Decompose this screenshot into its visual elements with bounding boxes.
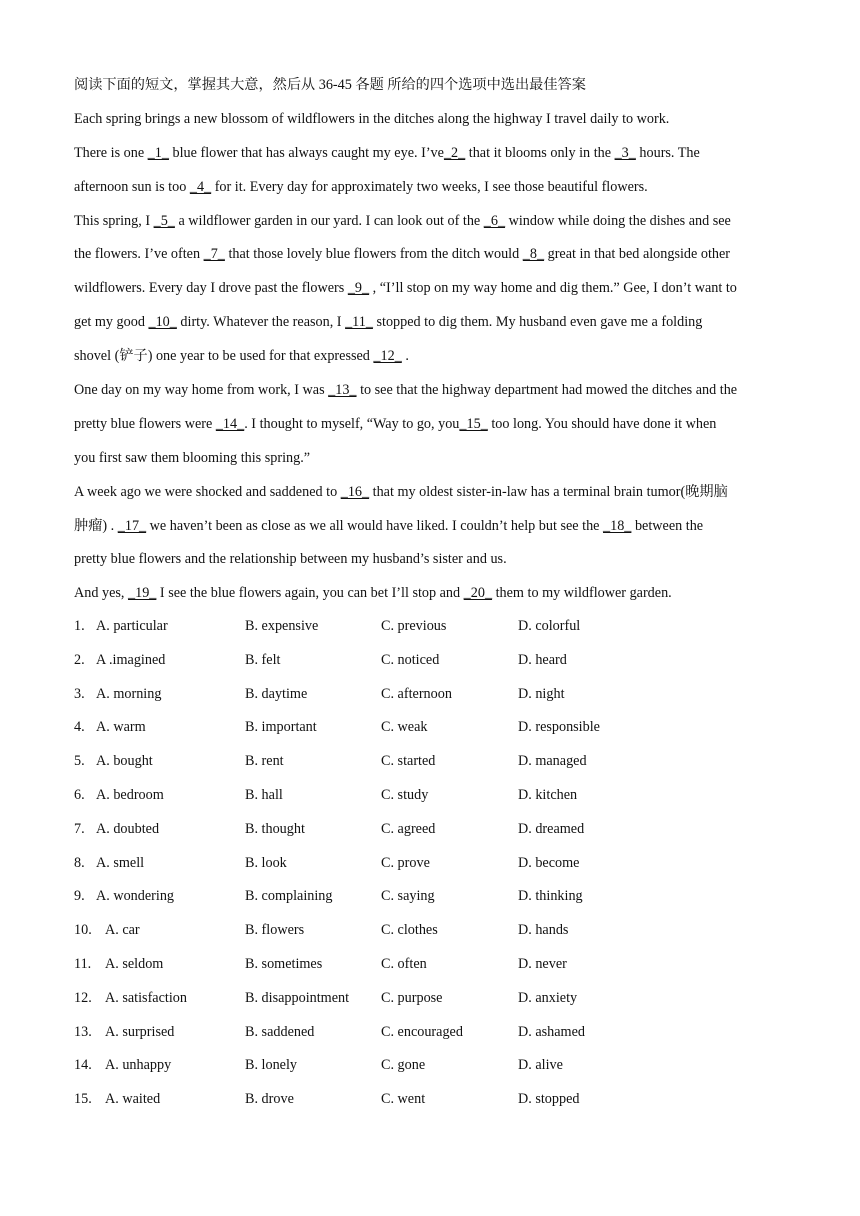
passage-line: A week ago we were shocked and saddened to _16_ that my oldest sister-in-law has a terminal brain tumor(晚期脑: [74, 483, 728, 500]
option-b: B. saddened: [245, 1023, 315, 1040]
question-number: 12.: [74, 989, 92, 1006]
option-b: B. hall: [245, 786, 283, 803]
question-number: 13.: [74, 1023, 92, 1040]
option-a: A. bedroom: [96, 786, 164, 803]
option-a: A. seldom: [105, 955, 164, 972]
question-number: 14.: [74, 1057, 92, 1074]
question-item: [74, 850, 790, 884]
question-item: [74, 951, 790, 985]
passage-line: you first saw them blooming this spring.”: [74, 449, 311, 466]
option-d: D. ashamed: [518, 1023, 585, 1040]
option-c: C. prove: [381, 854, 430, 871]
option-c: C. started: [381, 753, 436, 770]
question-item: [74, 883, 790, 917]
question-list: [74, 613, 790, 1120]
question-number: 1.: [74, 618, 85, 634]
blank: _15_: [459, 415, 488, 432]
option-b: B. rent: [245, 753, 284, 770]
blank: _16_: [340, 483, 370, 500]
question-item: [74, 985, 790, 1019]
option-a: A. bought: [96, 753, 153, 770]
question-item: [74, 816, 790, 850]
question-number: 7.: [74, 820, 85, 837]
passage-line: This spring, I _5_ a wildflower garden in our yard. I can look out of the _6_ window while doing the dishes and see: [74, 212, 731, 229]
blank: _9_: [347, 280, 370, 297]
option-d: D. night: [518, 685, 565, 702]
question-item: [74, 917, 790, 951]
option-c: C. often: [381, 955, 427, 972]
question-item: [74, 782, 790, 816]
blank: _8_: [522, 246, 545, 263]
blank: _6_: [483, 212, 506, 229]
question-item: [74, 714, 790, 748]
option-c: C. went: [381, 1091, 426, 1108]
blank: _14_: [215, 415, 245, 432]
question-item: [74, 1086, 790, 1120]
option-c: C. previous: [381, 618, 447, 634]
option-c: C. weak: [381, 719, 428, 736]
option-b: B. expensive: [245, 618, 319, 634]
option-d: D. hands: [518, 922, 569, 939]
blank: _10_: [148, 314, 177, 331]
option-b: B. felt: [245, 651, 281, 668]
question-number: 9.: [74, 888, 85, 905]
option-d: D. kitchen: [518, 786, 578, 803]
option-c: C. saying: [381, 888, 435, 905]
option-a: A. wondering: [96, 888, 175, 905]
passage-line: There is one _1_ blue flower that has always caught my eye. I’ve_2_ that it blooms only in the _3_ hours. The: [74, 144, 700, 161]
option-c: C. encouraged: [381, 1023, 463, 1040]
blank: _12_: [373, 348, 402, 365]
option-c: C. clothes: [381, 922, 438, 939]
option-b: B. sometimes: [245, 955, 323, 972]
option-b: B. disappointment: [245, 989, 350, 1006]
blank: _19_: [128, 585, 157, 602]
blank: _18_: [603, 517, 632, 534]
blank: _7_: [203, 246, 225, 263]
option-c: C. purpose: [381, 989, 443, 1006]
option-a: A. waited: [105, 1091, 161, 1108]
question-number: 5.: [74, 753, 85, 770]
instruction: 阅读下面的短文，掌握其大意，然后从 36-45 各题 所给的四个选项中选出最佳答案: [74, 77, 586, 93]
question-number: 4.: [74, 719, 85, 736]
question-item: [74, 613, 790, 647]
passage-line: shovel (铲子) one year to be used for that expressed _12_ .: [74, 348, 409, 365]
option-a: A. unhappy: [105, 1057, 172, 1074]
passage-line: And yes, _19_ I see the blue flowers again, you can bet I’ll stop and _20_ them to my wildflower garden.: [74, 585, 672, 602]
blank: _1_: [147, 144, 169, 161]
blank: _11_: [345, 314, 373, 331]
question-item: [74, 681, 790, 715]
passage-line: Each spring brings a new blossom of wildflowers in the ditches along the highway I travel daily to work.: [74, 110, 670, 127]
question-item: [74, 647, 790, 681]
option-a: A. car: [105, 922, 140, 939]
option-a: A. smell: [96, 854, 145, 871]
option-b: B. look: [245, 854, 287, 871]
question-number: 2.: [74, 651, 85, 668]
option-d: D. never: [518, 955, 567, 972]
option-d: D. responsible: [518, 719, 600, 736]
option-c: C. study: [381, 786, 429, 803]
question-number: 6.: [74, 786, 85, 803]
question-item: [74, 748, 790, 782]
option-d: D. managed: [518, 753, 587, 770]
blank: _17_: [117, 517, 147, 534]
blank: _4_: [189, 178, 212, 195]
option-b: B. complaining: [245, 888, 333, 905]
option-c: C. agreed: [381, 820, 436, 837]
question-number: 15.: [74, 1091, 92, 1108]
option-d: D. dreamed: [518, 820, 585, 837]
blank: _20_: [463, 585, 493, 602]
option-a: A. surprised: [105, 1023, 175, 1040]
option-a: A. warm: [96, 719, 146, 736]
passage-line: pretty blue flowers were _14_. I thought to myself, “Way to go, you_15_ too long. You should have done it when: [74, 415, 717, 432]
passage-line: One day on my way home from work, I was _13_ to see that the highway department had mowed the ditches and the: [74, 382, 738, 399]
option-b: B. thought: [245, 820, 305, 837]
passage: [74, 72, 790, 614]
option-c: C. noticed: [381, 651, 440, 668]
option-d: D. anxiety: [518, 989, 578, 1006]
option-d: D. stopped: [518, 1091, 580, 1108]
option-b: B. lonely: [245, 1057, 298, 1074]
option-d: D. thinking: [518, 888, 583, 905]
question-number: 10.: [74, 922, 92, 939]
option-d: D. alive: [518, 1057, 563, 1074]
option-a: A. morning: [96, 685, 162, 702]
question-item: [74, 1052, 790, 1086]
passage-line: the flowers. I’ve often _7_ that those lovely blue flowers from the ditch would _8_ great in that bed alongside other: [74, 246, 731, 263]
passage-line: afternoon sun is too _4_ for it. Every day for approximately two weeks, I see those beautiful flowers.: [74, 178, 648, 195]
option-d: D. become: [518, 854, 580, 871]
option-a: A. doubted: [96, 820, 160, 837]
option-d: D. heard: [518, 651, 567, 668]
option-a: A .imagined: [96, 651, 166, 668]
blank: _2_: [443, 144, 466, 161]
question-item: [74, 1019, 790, 1053]
question-number: 11.: [74, 955, 92, 972]
option-b: B. daytime: [245, 685, 308, 702]
option-b: B. drove: [245, 1091, 294, 1108]
option-a: A. satisfaction: [105, 989, 187, 1006]
option-b: B. important: [245, 719, 317, 736]
blank: _5_: [153, 212, 175, 229]
passage-line: get my good _10_ dirty. Whatever the reason, I _11_ stopped to dig them. My husband even gave me a folding: [74, 314, 703, 331]
passage-line: pretty blue flowers and the relationship between my husband’s sister and us.: [74, 551, 507, 568]
passage-line: wildflowers. Every day I drove past the flowers _9_ , “I’ll stop on my way home and dig them.” Gee, I don’t want to: [74, 280, 737, 297]
blank: _13_: [328, 382, 357, 399]
passage-line: 肿瘤) . _17_ we haven’t been as close as we all would have liked. I couldn’t help but see the _18_ between the: [74, 517, 704, 534]
option-b: B. flowers: [245, 922, 305, 939]
question-number: 3.: [74, 685, 85, 702]
blank: _3_: [614, 144, 636, 161]
option-d: D. colorful: [518, 618, 581, 634]
option-c: C. afternoon: [381, 685, 452, 702]
option-a: A. particular: [96, 618, 168, 634]
option-c: C. gone: [381, 1057, 426, 1074]
question-number: 8.: [74, 854, 85, 871]
